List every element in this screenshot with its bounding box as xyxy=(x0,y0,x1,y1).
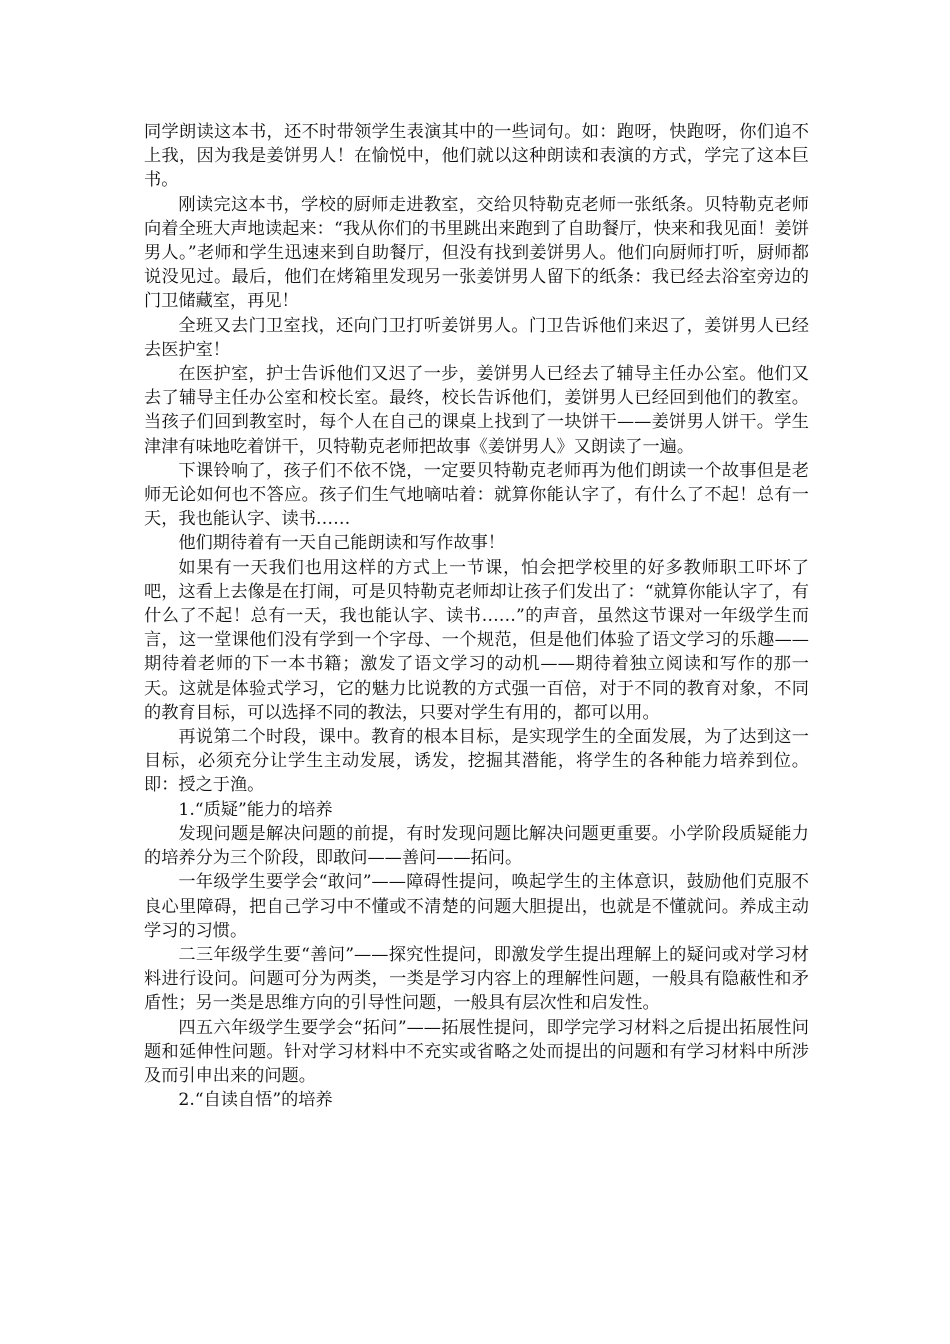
section-heading: 1.“质疑”能力的培养 xyxy=(178,799,333,820)
paragraph: 他们期待着有一天自己能朗读和写作故事！ xyxy=(178,533,505,554)
paragraph: 发现问题是解决问题的前提，有时发现问题比解决问题更重要。小学阶段质疑能力的培养分为三个阶段，即敢问——善问——拓问。 xyxy=(144,823,809,869)
paragraph: 下课铃响了，孩子们不依不饶，一定要贝特勒克老师再为他们朗读一个故事但是老师无论如何也不答应。孩子们生气地嘀咕着：就算你能认字了，有什么了不起！总有一天，我也能认字、读书…… xyxy=(144,460,809,530)
paragraph: 二三年级学生要“善问”——探究性提问，即激发学生提出理解上的疑问或对学习材料进行设问。问题可分为两类，一类是学习内容上的理解性问题，一般具有隐蔽性和矛盾性；另一类是思维方向的引导性问题，一般具有层次性和启发性。 xyxy=(144,944,809,1014)
paragraph: 如果有一天我们也用这样的方式上一节课，怕会把学校里的好多教师职工吓坏了吧，这看上去像是在打闹，可是贝特勒克老师却让孩子们发出了：“就算你能认字了，有什么了不起！总有一天，我也能认字、读书……”的声音，虽然这节课对一年级学生而言，这一堂课他们没有学到一个字母、一个规范，但是他们体验了语文学习的乐趣——期待着老师的下一本书籍；激发了语文学习的动机——期待着独立阅读和写作的那一天。这就是体验式学习，它的魅力比说教的方式强一百倍，对于不同的教育对象，不同的教育目标，可以选择不同的教法，只要对学生有用的，都可以用。 xyxy=(144,557,809,723)
paragraph: 在医护室，护士告诉他们又迟了一步，姜饼男人已经去了辅导主任办公室。他们又去了辅导主任办公室和校长室。最终，校长告诉他们，姜饼男人已经回到他们的教室。当孩子们回到教室时，每个人在自己的课桌上找到了一块饼干——姜饼男人饼干。学生津津有味地吃着饼干，贝特勒克老师把故事《姜饼男人》又朗读了一遍。 xyxy=(144,364,809,457)
document-body xyxy=(144,120,809,1112)
paragraph: 一年级学生要学会“敢问”——障碍性提问，唤起学生的主体意识，鼓励他们克服不良心里障碍，把自己学习中不懂或不清楚的问题大胆提出，也就是不懂就问。养成主动学习的习惯。 xyxy=(144,872,809,941)
paragraph: 四五六年级学生要学会“拓问”——拓展性提问，即学完学习材料之后提出拓展性问题和延伸性问题。针对学习材料中不充实或省略之处而提出的问题和有学习材料中所涉及而引申出来的问题。 xyxy=(144,1017,809,1086)
paragraph: 再说第二个时段，课中。教育的根本目标，是实现学生的全面发展，为了达到这一目标，必须充分让学生主动发展，诱发，挖掘其潜能，将学生的各种能力培养到位。即：授之于渔。 xyxy=(144,727,809,796)
paragraph: 同学朗读这本书，还不时带领学生表演其中的一些词句。如：跑呀，快跑呀，你们追不上我，因为我是姜饼男人！在愉悦中，他们就以这种朗读和表演的方式，学完了这本巨书。 xyxy=(144,122,809,191)
paragraph: 刚读完这本书，学校的厨师走进教室，交给贝特勒克老师一张纸条。贝特勒克老师向着全班大声地读起来：“我从你们的书里跳出来跑到了自助餐厅，快来和我见面！姜饼男人。”老师和学生迅速来到自助餐厅，但没有找到姜饼男人。他们向厨师打听，厨师都说没见过。最后，他们在烤箱里发现另一张姜饼男人留下的纸条：我已经去浴室旁边的门卫储藏室，再见！ xyxy=(144,194,809,312)
section-heading: 2.“自读自悟”的培养 xyxy=(178,1090,333,1111)
paragraph: 全班又去门卫室找，还向门卫打听姜饼男人。门卫告诉他们来迟了，姜饼男人已经去医护室！ xyxy=(144,315,809,360)
